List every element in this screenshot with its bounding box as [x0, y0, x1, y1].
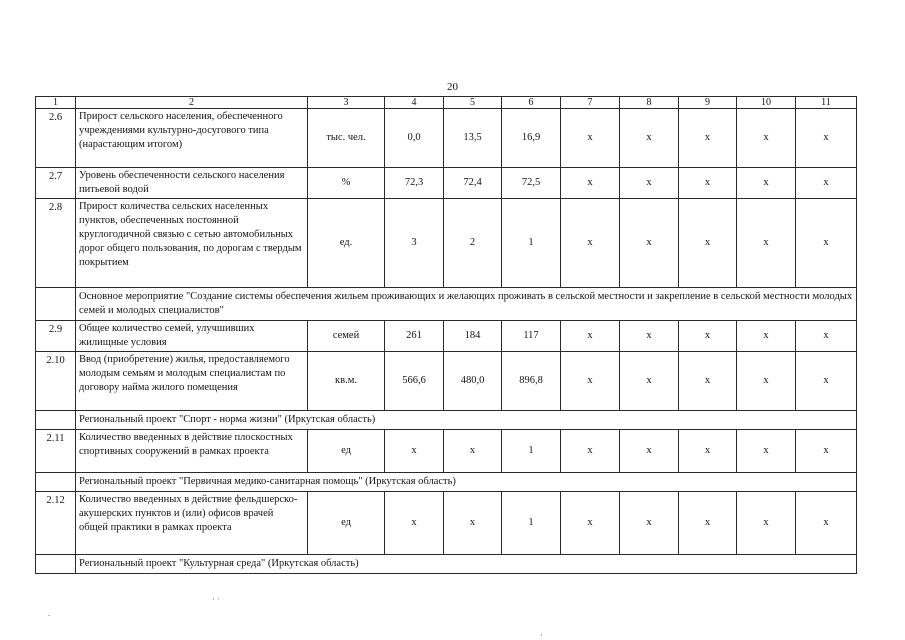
unit-cell: семей: [308, 321, 385, 352]
section-number-cell: [36, 288, 76, 321]
value-cell: x: [679, 492, 737, 555]
value-cell: x: [796, 321, 857, 352]
row-number: 2.11: [36, 430, 76, 473]
value-cell: x: [620, 168, 679, 199]
value-cell: 72,5: [502, 168, 561, 199]
value-cell: x: [679, 168, 737, 199]
row-number: 2.7: [36, 168, 76, 199]
scan-speck: · ·: [212, 594, 221, 604]
header-cell: 8: [620, 97, 679, 109]
page-number: 20: [447, 81, 458, 93]
value-cell: x: [620, 109, 679, 168]
value-cell: x: [796, 352, 857, 411]
unit-cell: %: [308, 168, 385, 199]
header-cell: 1: [36, 97, 76, 109]
value-cell: 13,5: [444, 109, 502, 168]
value-cell: 1: [502, 492, 561, 555]
value-cell: x: [561, 430, 620, 473]
value-cell: x: [796, 430, 857, 473]
value-cell: x: [679, 430, 737, 473]
section-row: [36, 555, 857, 574]
section-row: [36, 411, 857, 430]
value-cell: 72,3: [385, 168, 444, 199]
value-cell: 16,9: [502, 109, 561, 168]
value-cell: x: [561, 109, 620, 168]
indicator-row: [36, 492, 857, 555]
indicator-row: [36, 109, 857, 168]
section-title: Региональный проект "Культурная среда" (Иркутская область): [76, 555, 857, 574]
section-title: Региональный проект "Спорт - норма жизни" (Иркутская область): [76, 411, 857, 430]
unit-cell: ед: [308, 492, 385, 555]
value-cell: x: [796, 492, 857, 555]
value-cell: x: [561, 492, 620, 555]
header-cell: 10: [737, 97, 796, 109]
value-cell: 3: [385, 199, 444, 288]
scan-speck: ·: [540, 630, 543, 640]
value-cell: 261: [385, 321, 444, 352]
section-number-cell: [36, 555, 76, 574]
value-cell: x: [385, 492, 444, 555]
indicator-row: [36, 430, 857, 473]
indicator-row: [36, 168, 857, 199]
column-number-row: [36, 97, 857, 109]
section-title: Региональный проект "Первичная медико-санитарная помощь" (Иркутская область): [76, 473, 857, 492]
value-cell: x: [620, 199, 679, 288]
value-cell: 1: [502, 430, 561, 473]
value-cell: x: [620, 321, 679, 352]
value-cell: 896,8: [502, 352, 561, 411]
value-cell: x: [620, 492, 679, 555]
row-number: 2.8: [36, 199, 76, 288]
section-number-cell: [36, 473, 76, 492]
value-cell: x: [737, 168, 796, 199]
section-number-cell: [36, 411, 76, 430]
value-cell: x: [796, 199, 857, 288]
unit-cell: тыс. чел.: [308, 109, 385, 168]
header-cell: 2: [76, 97, 308, 109]
value-cell: x: [737, 109, 796, 168]
value-cell: 480,0: [444, 352, 502, 411]
indicator-name: Количество введенных в действие плоскостных спортивных сооружений в рамках проекта: [76, 430, 308, 473]
value-cell: x: [620, 430, 679, 473]
value-cell: x: [561, 352, 620, 411]
value-cell: 184: [444, 321, 502, 352]
indicator-name: Уровень обеспеченности сельского населения питьевой водой: [76, 168, 308, 199]
header-cell: 9: [679, 97, 737, 109]
value-cell: x: [620, 352, 679, 411]
value-cell: 72,4: [444, 168, 502, 199]
value-cell: x: [679, 199, 737, 288]
header-cell: 4: [385, 97, 444, 109]
value-cell: x: [737, 321, 796, 352]
value-cell: x: [561, 321, 620, 352]
unit-cell: кв.м.: [308, 352, 385, 411]
value-cell: x: [796, 109, 857, 168]
unit-cell: ед: [308, 430, 385, 473]
value-cell: x: [737, 492, 796, 555]
indicator-row: [36, 321, 857, 352]
row-number: 2.12: [36, 492, 76, 555]
value-cell: x: [385, 430, 444, 473]
indicator-name: Ввод (приобретение) жилья, предоставляемого молодым семьям и молодым специалистам по договору найма жилого помещения: [76, 352, 308, 411]
scan-speck: .: [48, 608, 51, 618]
indicator-row: [36, 199, 857, 288]
value-cell: x: [561, 168, 620, 199]
header-cell: 3: [308, 97, 385, 109]
unit-cell: ед.: [308, 199, 385, 288]
indicator-name: Общее количество семей, улучшивших жилищные условия: [76, 321, 308, 352]
value-cell: 117: [502, 321, 561, 352]
header-cell: 5: [444, 97, 502, 109]
value-cell: x: [444, 492, 502, 555]
indicator-name: Прирост количества сельских населенных пунктов, обеспеченных постоянной круглогодичной связью с сетью автомобильных дорог общего пользования, по дорогам с твердым покрытием: [76, 199, 308, 288]
value-cell: x: [737, 352, 796, 411]
value-cell: x: [737, 199, 796, 288]
indicator-name: Прирост сельского населения, обеспеченного учреждениями культурно-досугового типа (нарастающим итогом): [76, 109, 308, 168]
row-number: 2.9: [36, 321, 76, 352]
indicators-table: [35, 96, 857, 574]
section-row: [36, 288, 857, 321]
value-cell: x: [737, 430, 796, 473]
row-number: 2.6: [36, 109, 76, 168]
value-cell: x: [796, 168, 857, 199]
value-cell: 566,6: [385, 352, 444, 411]
value-cell: x: [679, 352, 737, 411]
header-cell: 7: [561, 97, 620, 109]
value-cell: x: [444, 430, 502, 473]
section-title: Основное мероприятие "Создание системы обеспечения жильем проживающих и желающих проживать в сельской местности и закрепление в сельской местности молодых семей и молодых специалистов": [76, 288, 857, 321]
row-number: 2.10: [36, 352, 76, 411]
indicator-row: [36, 352, 857, 411]
value-cell: x: [561, 199, 620, 288]
value-cell: 2: [444, 199, 502, 288]
value-cell: x: [679, 321, 737, 352]
section-row: [36, 473, 857, 492]
value-cell: 0,0: [385, 109, 444, 168]
value-cell: 1: [502, 199, 561, 288]
header-cell: 11: [796, 97, 857, 109]
indicator-name: Количество введенных в действие фельдшерско-акушерских пунктов и (или) офисов врачей общей практики в рамках проекта: [76, 492, 308, 555]
header-cell: 6: [502, 97, 561, 109]
value-cell: x: [679, 109, 737, 168]
